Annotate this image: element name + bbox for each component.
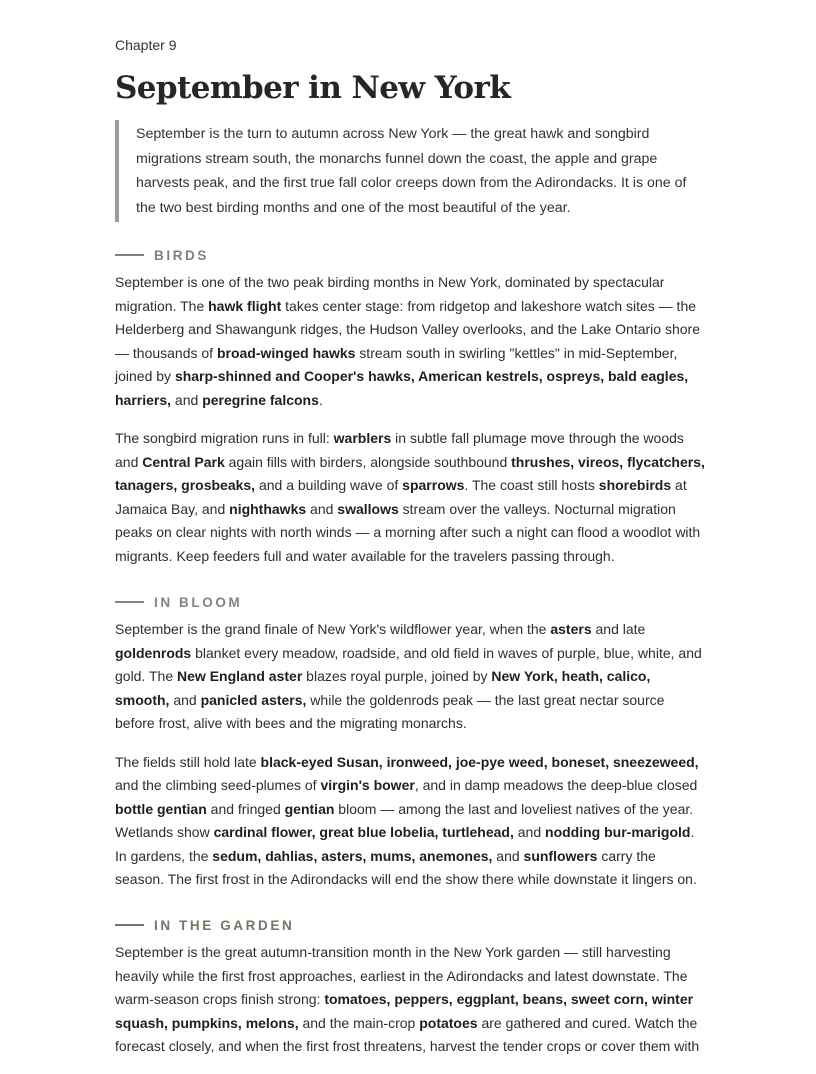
text-run: .	[318, 391, 323, 408]
section-heading	[115, 915, 705, 935]
paragraph	[115, 751, 705, 892]
heading-rule	[115, 601, 144, 603]
section-in-bloom	[115, 592, 705, 907]
bold-term: panicled asters,	[200, 691, 307, 708]
text-run: September is one of the two peak birding months in New York, dominated by spectacular migration. The	[115, 274, 665, 314]
bold-term: thrushes, vireos, flycatchers, tanagers, grosbeaks,	[115, 453, 705, 493]
bold-term: New York, heath, calico, smooth,	[115, 668, 651, 708]
text-run: and	[306, 500, 338, 517]
text-run: and the climbing seed-plumes of	[115, 777, 321, 793]
paragraph	[115, 941, 705, 1059]
text-run: again fills with birders, alongside southbound	[224, 453, 512, 470]
section-heading-label: IN BLOOM	[154, 594, 243, 610]
text-run: September is the great autumn-transition month in the New York garden — still harvesting heavily while the first frost approaches, earliest in the Adirondacks and latest downstate. The warm-season crops finish strong:	[115, 944, 688, 1007]
section-heading	[115, 245, 705, 265]
section-birds	[115, 245, 705, 583]
chapter-label: Chapter 9	[115, 37, 177, 53]
heading-rule	[115, 924, 144, 926]
bold-term: gentian	[284, 800, 335, 817]
text-run: are gathered and cured. Watch the forecast closely, and when the first frost threatens, harvest the tender crops or cover them with	[115, 1014, 700, 1054]
text-run: and	[513, 824, 546, 840]
text-run: and	[492, 847, 524, 864]
text-run: and the main-crop	[298, 1014, 420, 1031]
bold-term: asters	[550, 621, 592, 637]
bold-term: black-eyed Susan, ironweed, joe-pye weed, boneset, sneezeweed,	[260, 753, 699, 770]
paragraph	[115, 427, 705, 568]
text-run: and late	[591, 621, 646, 637]
bold-term: swallows	[337, 500, 399, 517]
bold-term: sparrows	[402, 477, 465, 493]
text-run: , and in damp meadows the deep-blue closed	[414, 777, 698, 793]
text-run: and	[171, 391, 203, 408]
bold-term: potatoes	[419, 1014, 478, 1031]
bold-term: bottle gentian	[115, 800, 207, 817]
text-run: bloom — among the last and loveliest natives of the year. Wetlands show	[115, 800, 694, 840]
text-run: stream south in swirling "kettles" in mid-September, joined by	[115, 344, 678, 384]
text-run: at Jamaica Bay, and	[115, 477, 687, 517]
bold-term: peregrine falcons	[202, 391, 319, 408]
paragraph	[115, 618, 705, 736]
page-title: September in New York	[115, 70, 511, 106]
bold-term: tomatoes, peppers, eggplant, beans, sweet corn, winter squash, pumpkins, melons,	[115, 991, 694, 1031]
bold-term: virgin's bower	[320, 777, 415, 793]
section-heading	[115, 592, 705, 612]
bold-term: cardinal flower, great blue lobelia, turtlehead,	[213, 824, 514, 840]
text-run: carry the season. The first frost in the Adirondacks will end the show there while downstate it lingers on.	[115, 847, 697, 887]
intro-blockquote: September is the turn to autumn across New York — the great hawk and songbird migrations stream south, the monarchs funnel down the coast, the apple and grape harvests peak, and the first true fall color creeps down from the Adirondacks. It is one of the two best birding months and one of the most beautiful of the year.	[115, 120, 695, 222]
text-run: The fields still hold late	[115, 753, 261, 770]
text-run: in subtle fall plumage move through the woods and	[115, 430, 684, 470]
bold-term: hawk flight	[208, 297, 282, 314]
text-run: September is the grand finale of New York's wildflower year, when the	[115, 621, 551, 637]
text-run: while the goldenrods peak — the last great nectar source before frost, alive with bees and the migrating monarchs.	[115, 691, 665, 731]
text-run: and a building wave of	[255, 477, 403, 493]
bold-term: nodding bur-marigold	[545, 824, 691, 840]
section-heading-label: BIRDS	[154, 247, 210, 263]
bold-term: sunflowers	[523, 847, 598, 864]
bold-term: shorebirds	[598, 477, 672, 493]
bold-term: goldenrods	[115, 644, 192, 661]
text-run: and	[169, 691, 201, 708]
text-run: blanket every meadow, roadside, and old field in waves of purple, blue, white, and gold. The	[115, 644, 702, 684]
section-in-the-garden	[115, 915, 705, 1074]
paragraph	[115, 271, 705, 412]
section-heading-label: IN THE GARDEN	[154, 917, 295, 933]
bold-term: sharp-shinned and Cooper's hawks, American kestrels, ospreys, bald eagles, harriers,	[115, 368, 689, 408]
bold-term: warblers	[333, 430, 392, 446]
text-run: . In gardens, the	[115, 824, 695, 864]
bold-term: New England aster	[177, 668, 303, 684]
text-run: . The coast still hosts	[464, 477, 599, 493]
bold-term: broad-winged hawks	[216, 344, 356, 361]
heading-rule	[115, 254, 144, 256]
text-run: takes center stage: from ridgetop and lakeshore watch sites — the Helderberg and Shawangunk ridges, the Hudson Valley overlooks, and the Lake Ontario shore — thousands of	[115, 297, 700, 361]
text-run: and fringed	[206, 800, 285, 817]
bold-term: Central Park	[142, 453, 225, 470]
bold-term: nighthawks	[229, 500, 307, 517]
text-run: stream over the valleys. Nocturnal migration peaks on clear nights with north winds — a morning after such a night can flood a woodlot with migrants. Keep feeders full and water available for the travelers passing through.	[115, 500, 701, 564]
text-run: blazes royal purple, joined by	[302, 668, 492, 684]
text-run: The songbird migration runs in full:	[115, 430, 334, 446]
bold-term: sedum, dahlias, asters, mums, anemones,	[212, 847, 493, 864]
